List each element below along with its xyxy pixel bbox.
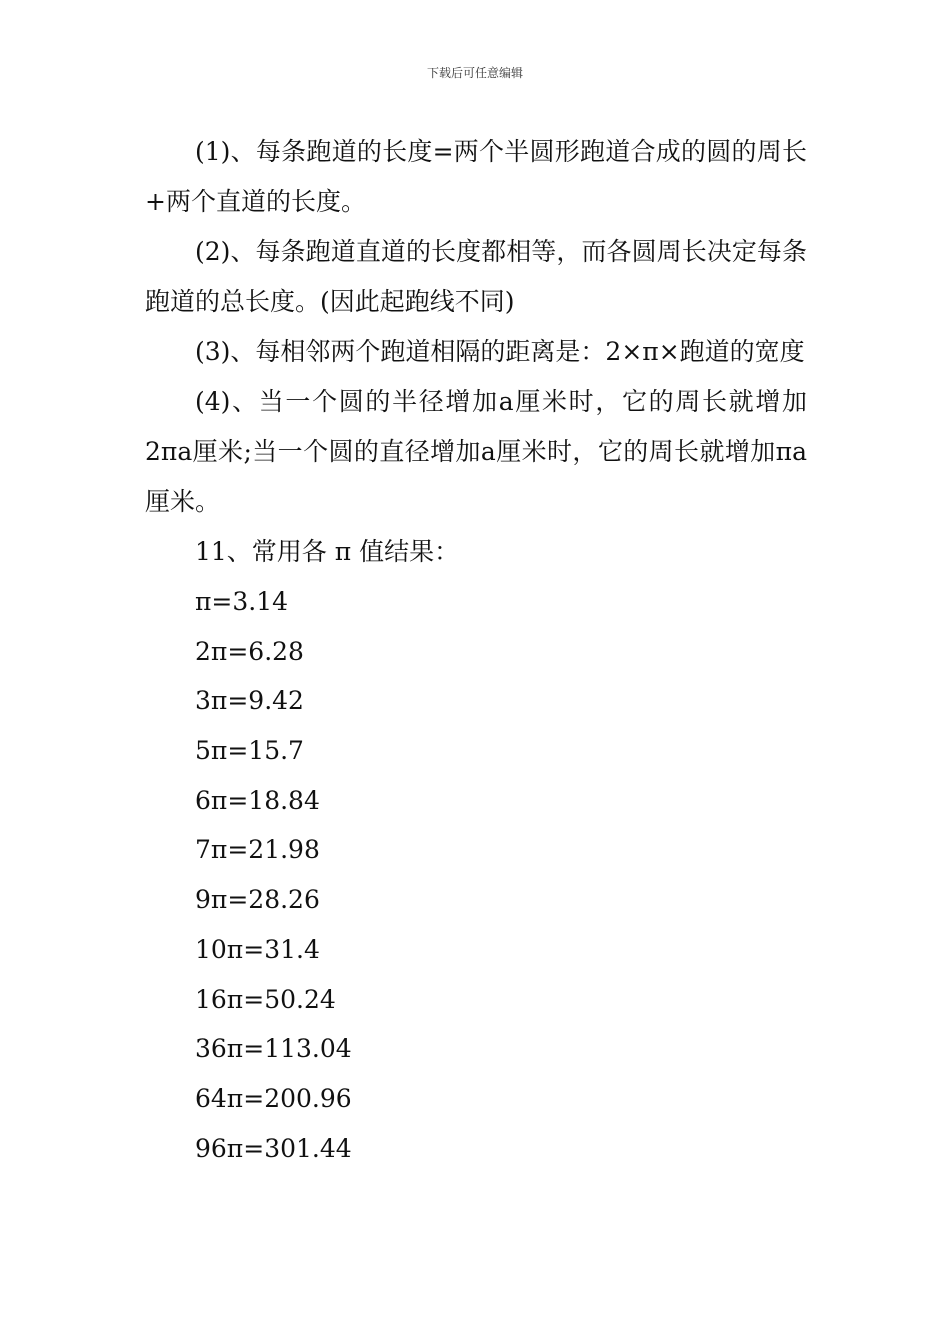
paragraph-track-length: (1)、每条跑道的长度=两个半圆形跑道合成的圆的周长+两个直道的长度。 [145,137,807,216]
pi-value-item: 3π=9.42 [195,686,304,716]
pi-value-item: 16π=50.24 [195,984,336,1014]
pi-value-item: 36π=113.04 [195,1034,352,1064]
pi-value-item: 7π=21.98 [195,835,320,865]
page-header: 下载后可任意编辑 [426,66,523,80]
paragraph-circumference-increase: (4)、当一个圆的半径增加a厘米时，它的周长就增加2πa厘米;当一个圆的直径增加a厘米时，它的周长就增加πa厘米。 [145,387,807,516]
pi-value-item: 5π=15.7 [195,736,304,766]
pi-value-item: 2π=6.28 [195,636,304,666]
pi-value-item: π=3.14 [195,587,289,616]
pi-values-list [145,577,807,1173]
pi-value-item: 10π=31.4 [195,934,320,964]
paragraph-straight-length: (2)、每条跑道直道的长度都相等，而各圆周长决定每条跑道的总长度。(因此起跑线不同) [145,237,807,316]
document-body [145,127,807,1173]
paragraph-lane-distance: (3)、每相邻两个跑道相隔的距离是：2×π×跑道的宽度 [195,337,805,366]
pi-value-item: 96π=301.44 [195,1133,352,1163]
pi-value-item: 6π=18.84 [195,785,320,815]
pi-value-item: 9π=28.26 [195,885,320,915]
pi-value-item: 64π=200.96 [195,1083,352,1113]
section-heading-pi-values: 11、常用各 π 值结果： [195,537,460,566]
